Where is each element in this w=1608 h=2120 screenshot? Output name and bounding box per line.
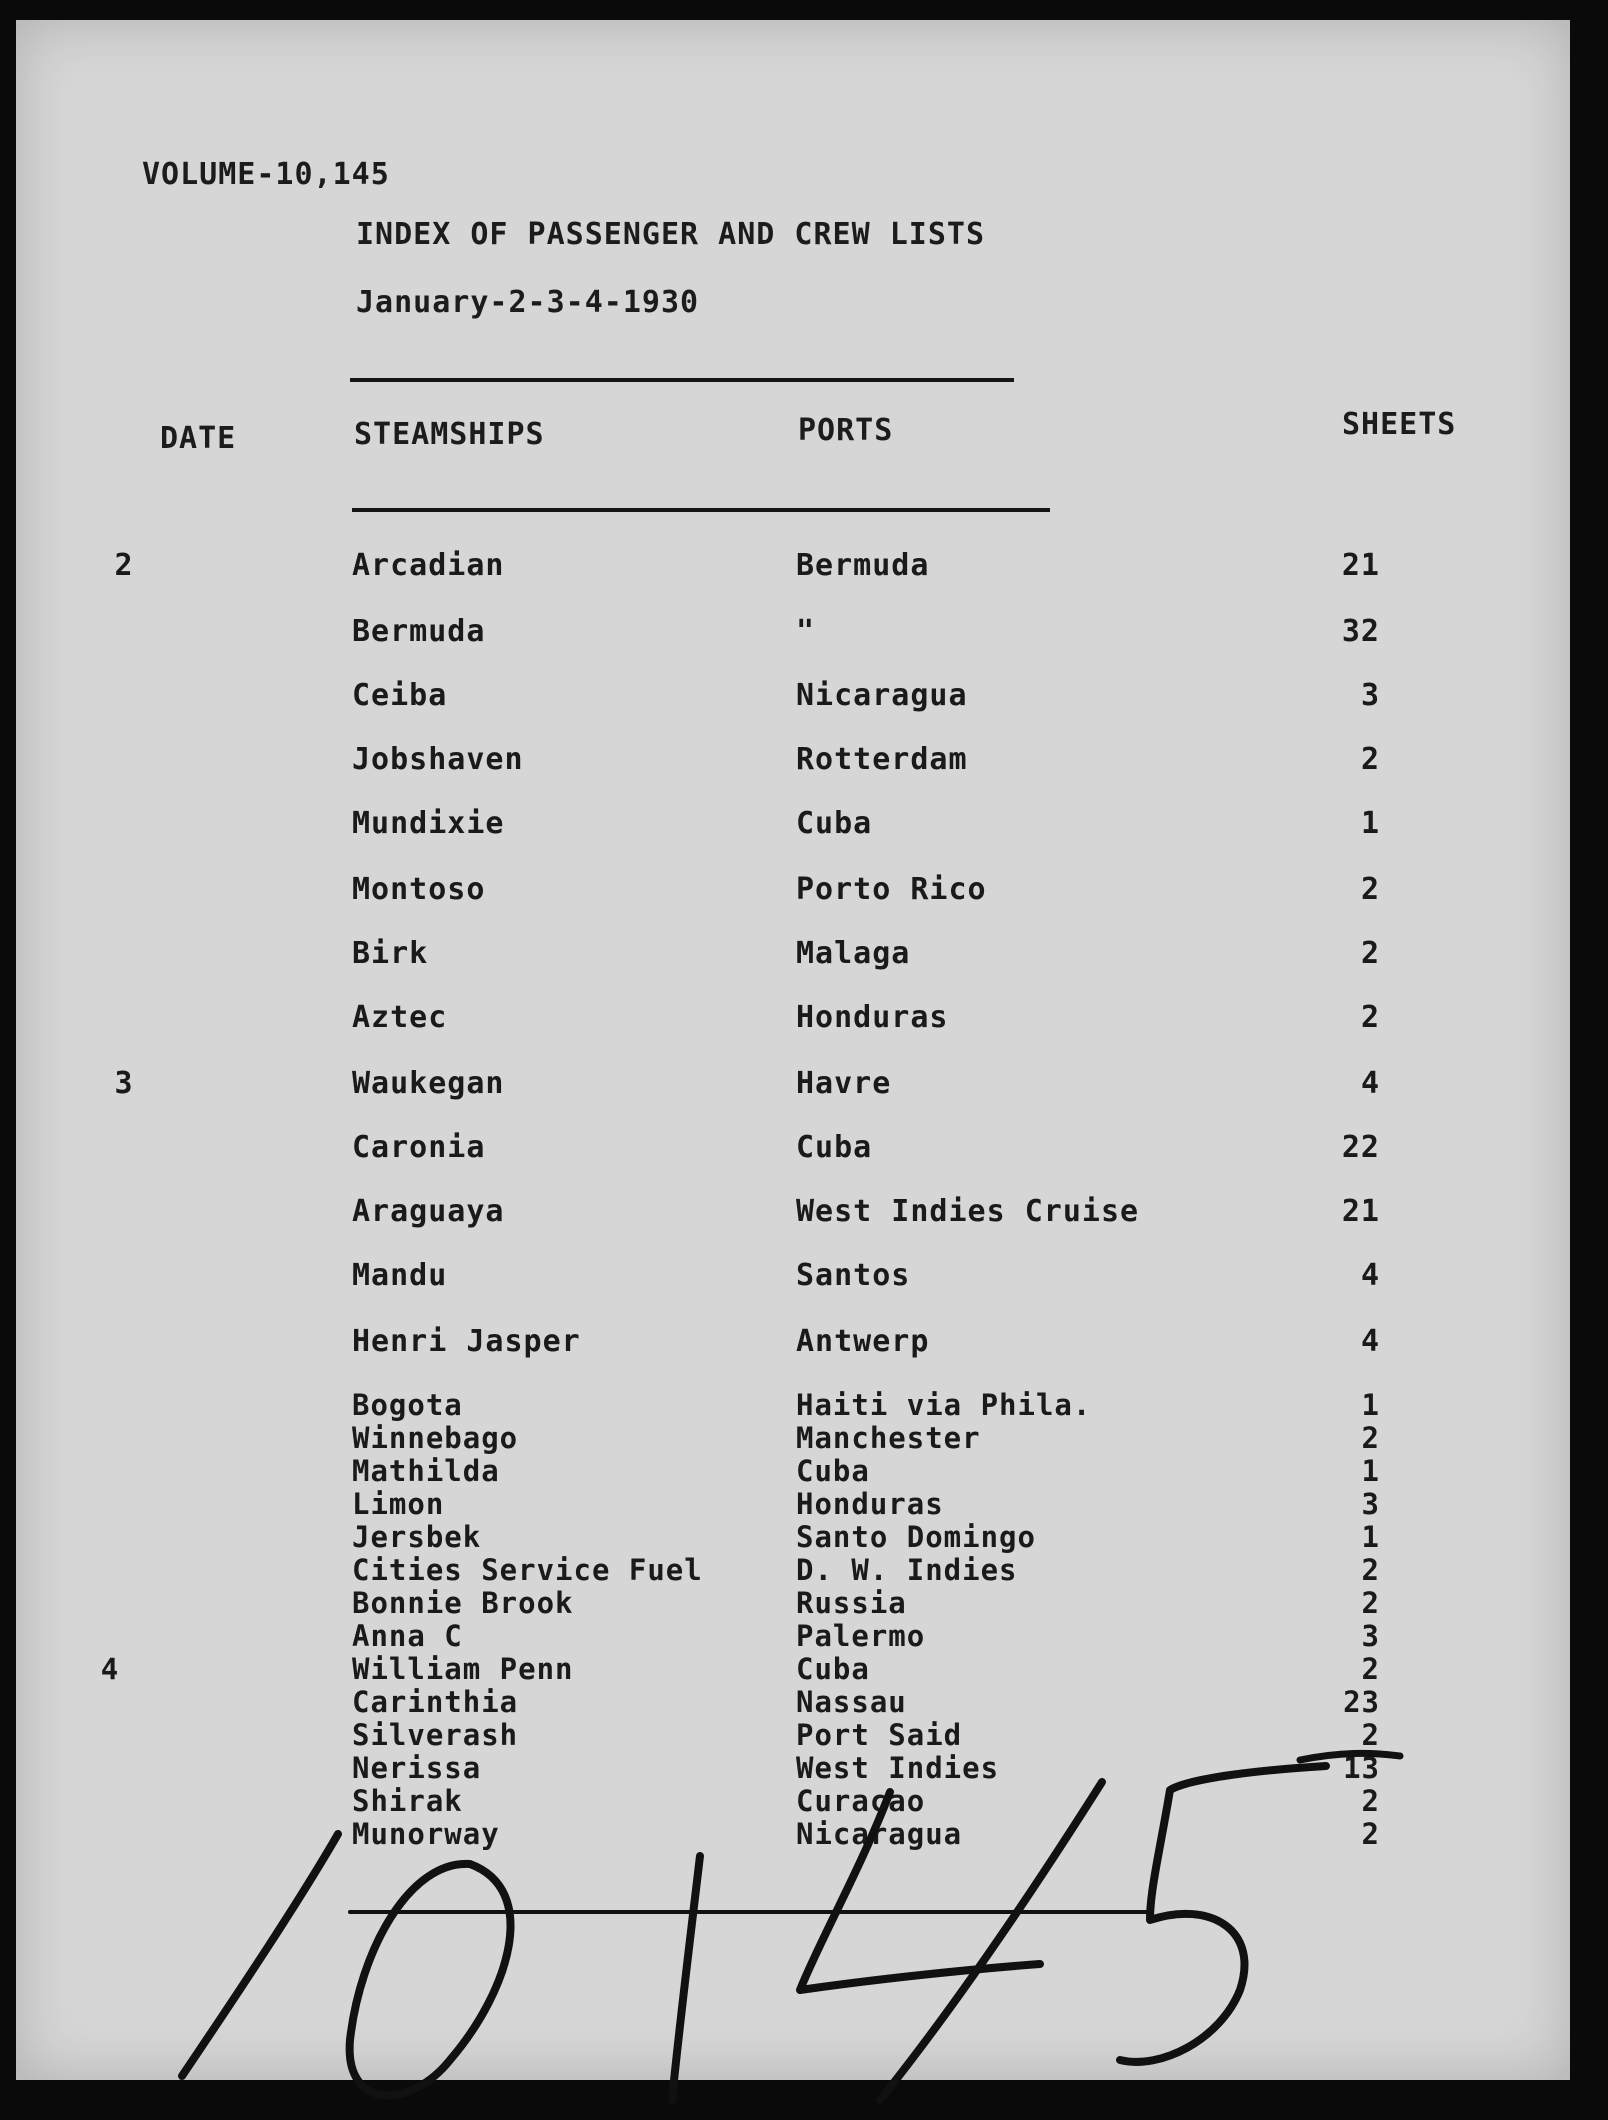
row-sheets: 23 — [1343, 1685, 1380, 1719]
row-steamship: Carinthia — [352, 1685, 519, 1719]
handwritten-number-text: 10145 — [0, 0, 4, 1]
volume-number: VOLUME-10,145 — [142, 157, 390, 192]
row-sheets: 1 — [1361, 1454, 1380, 1488]
row-steamship: Waukegan — [352, 1066, 505, 1101]
row-port: Honduras — [796, 1000, 949, 1035]
row-sheets: 3 — [1360, 678, 1380, 713]
row-sheets: 1 — [1361, 1520, 1380, 1554]
row-steamship: Jobshaven — [352, 742, 524, 777]
hand-digit-4b — [880, 1782, 1102, 2100]
row-port: Port Said — [796, 1718, 963, 1752]
column-header-date: DATE — [160, 421, 237, 456]
row-port: Santos — [796, 1258, 911, 1293]
row-steamship: Henri Jasper — [352, 1324, 581, 1359]
row-sheets: 2 — [1361, 1652, 1380, 1686]
row-steamship: Caronia — [352, 1130, 486, 1165]
row-port: Santo Domingo — [796, 1520, 1036, 1554]
row-port: West Indies Cruise — [796, 1194, 1140, 1229]
row-port: Honduras — [796, 1487, 944, 1521]
row-port: Curacao — [796, 1784, 926, 1818]
row-sheets: 3 — [1361, 1487, 1380, 1521]
row-sheets: 2 — [1361, 1784, 1380, 1818]
row-port: Nicaragua — [796, 1817, 963, 1851]
column-header-ports: PORTS — [798, 413, 894, 448]
row-sheets: 2 — [1360, 1000, 1380, 1035]
row-port: Cuba — [796, 1652, 870, 1686]
row-steamship: Araguaya — [352, 1194, 505, 1229]
row-steamship: Silverash — [352, 1718, 519, 1752]
hand-digit-0 — [350, 1864, 511, 2095]
row-sheets: 2 — [1360, 936, 1380, 971]
row-port: Malaga — [796, 936, 911, 971]
row-steamship: Mandu — [352, 1258, 448, 1293]
row-port: Nicaragua — [796, 678, 968, 713]
row-sheets: 21 — [1341, 1194, 1380, 1229]
row-sheets: 4 — [1360, 1258, 1380, 1293]
row-sheets: 2 — [1361, 1817, 1380, 1851]
row-steamship: Shirak — [352, 1784, 463, 1818]
row-sheets: 2 — [1361, 1718, 1380, 1752]
row-port: Cuba — [796, 1130, 873, 1165]
row-port: Porto Rico — [796, 872, 987, 907]
row-steamship: Arcadian — [352, 548, 505, 583]
row-sheets: 4 — [1360, 1324, 1380, 1359]
row-steamship: Munorway — [352, 1817, 500, 1851]
row-sheets: 2 — [1360, 742, 1380, 777]
row-port: Nassau — [796, 1685, 907, 1719]
row-sheets: 2 — [1361, 1421, 1380, 1455]
row-steamship: Mundixie — [352, 806, 505, 841]
row-steamship: Ceiba — [352, 678, 448, 713]
row-steamship: Bogota — [352, 1388, 463, 1422]
row-port: Cuba — [796, 1454, 870, 1488]
row-steamship: Anna C — [352, 1619, 463, 1653]
row-port: Rotterdam — [796, 742, 968, 777]
row-steamship: Mathilda — [352, 1454, 500, 1488]
hand-digit-1b — [672, 1856, 700, 2100]
hand-digit-1a — [182, 1834, 338, 2076]
row-steamship: Nerissa — [352, 1751, 482, 1785]
row-sheets: 22 — [1341, 1130, 1380, 1165]
row-sheets: 1 — [1361, 1388, 1380, 1422]
row-port: West Indies — [796, 1751, 1000, 1785]
row-port: D. W. Indies — [796, 1553, 1018, 1587]
row-steamship: Limon — [352, 1487, 445, 1521]
row-sheets: 4 — [1360, 1066, 1380, 1101]
row-steamship: Bermuda — [352, 614, 486, 649]
row-sheets: 2 — [1361, 1553, 1380, 1587]
row-port: Russia — [796, 1586, 907, 1620]
row-port: Havre — [796, 1066, 892, 1101]
row-port: Cuba — [796, 806, 873, 841]
document-dates: January-2-3-4-1930 — [356, 285, 700, 320]
row-sheets: 2 — [1360, 872, 1380, 907]
row-steamship: Aztec — [352, 1000, 448, 1035]
row-sheets: 13 — [1343, 1751, 1380, 1785]
row-port: " — [796, 614, 816, 649]
row-sheets: 1 — [1360, 806, 1380, 841]
row-sheets: 3 — [1361, 1619, 1380, 1653]
row-steamship: Cities Service Fuel — [352, 1553, 703, 1587]
row-steamship: Montoso — [352, 872, 486, 907]
row-date: 2 — [114, 548, 134, 583]
row-date: 4 — [100, 1652, 120, 1686]
row-sheets: 2 — [1361, 1586, 1380, 1620]
column-header-steamships: STEAMSHIPS — [354, 417, 545, 452]
row-steamship: Bonnie Brook — [352, 1586, 574, 1620]
row-port: Antwerp — [796, 1324, 930, 1359]
row-steamship: Jersbek — [352, 1520, 482, 1554]
hand-digit-4a — [800, 1792, 1040, 1990]
row-steamship: Birk — [352, 936, 429, 971]
row-steamship: William Penn — [352, 1652, 574, 1686]
row-port: Haiti via Phila. — [796, 1388, 1092, 1422]
row-port: Manchester — [796, 1421, 981, 1455]
row-steamship: Winnebago — [352, 1421, 519, 1455]
hand-flourish — [1300, 1753, 1400, 1760]
row-sheets: 32 — [1341, 614, 1380, 649]
row-port: Bermuda — [796, 548, 930, 583]
row-sheets: 21 — [1341, 548, 1380, 583]
row-port: Palermo — [796, 1619, 926, 1653]
hand-digit-5 — [1120, 1766, 1326, 2062]
document-title: INDEX OF PASSENGER AND CREW LISTS — [356, 217, 986, 252]
column-header-sheets: SHEETS — [1342, 407, 1457, 442]
row-date: 3 — [114, 1066, 134, 1101]
